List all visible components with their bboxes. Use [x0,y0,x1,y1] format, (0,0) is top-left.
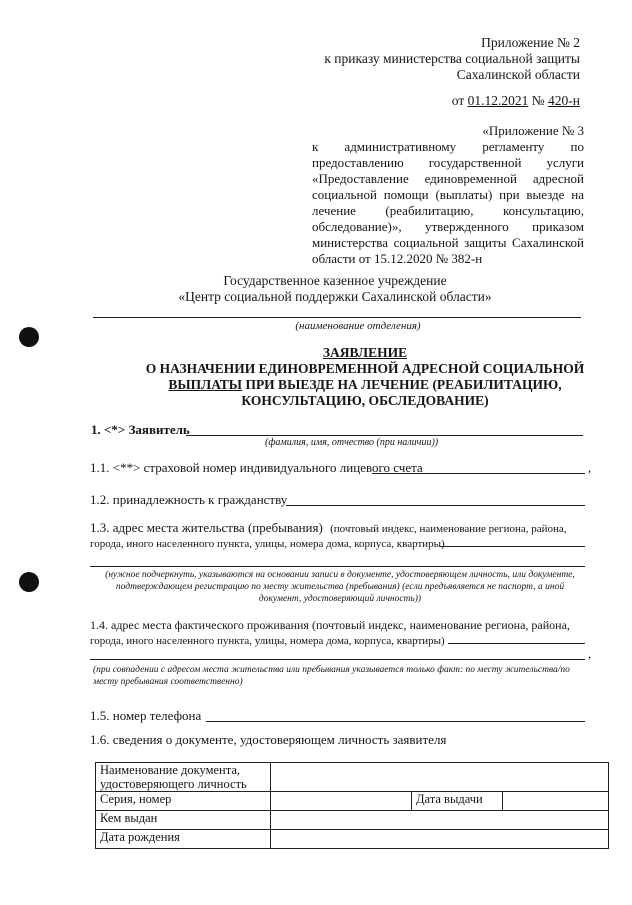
series-number-cell[interactable] [271,792,412,811]
title-line-3-underlined: ВЫПЛАТЫ [168,377,243,392]
actual-address-field-1[interactable] [448,643,585,644]
department-line[interactable] [93,317,581,318]
birth-date-cell[interactable] [271,830,609,849]
table-row [96,792,609,811]
title-line-4: КОНСУЛЬТАЦИЮ, ОБСЛЕДОВАНИЕ) [241,393,489,408]
attachment-line: социальной помощи (выплаты) при выезде на [312,187,584,202]
issued-by-cell[interactable] [271,811,609,830]
issue-date-label: Дата выдачи [412,792,503,811]
id-document-table [95,762,609,849]
attachment-line: предоставлению государственной услуги [312,155,584,170]
snils-field[interactable] [372,473,585,474]
attachment-line: министерства социальной защиты Сахалинской [312,235,584,250]
applicant-field[interactable] [186,435,583,436]
series-number-label: Серия, номер [96,792,271,811]
department-hint: (наименование отделения) [295,320,421,332]
attachment-line: обследование)», утвержденного приказом [312,219,584,234]
order-line [452,93,580,109]
punch-hole-bottom [19,572,39,592]
order-date: 01.12.2021 [467,93,529,108]
title-line-3 [100,377,630,393]
issue-date-cell[interactable] [503,792,609,811]
attachment-line: «Приложение № 3 [482,123,584,138]
snils-comma: , [588,460,592,475]
actual-address-label-cont: города, иного населенного пункта, улицы, номера дома, корпуса, квартиры) [90,635,445,647]
applicant-label: 1. <*> Заявитель [91,422,190,437]
actual-address-note: (при совпадении с адресом места жительства или пребывания указывается только факт: по месту жительства/по месту пребывания соответственно) [93,665,570,687]
order-num-prefix: № [531,93,545,108]
table-row [96,811,609,830]
issued-by-label: Кем выдан [96,811,271,830]
doc-name-label: Наименование документа, удостоверяющего личность [96,763,271,792]
attachment-line: лечение (реабилитацию, консультацию, [312,203,584,218]
actual-address-comma: , [588,646,592,661]
order-prefix: от [451,93,465,108]
residence-field-1[interactable] [440,546,585,547]
residence-field-2[interactable] [90,566,585,567]
attachment-line: области от 15.12.2020 № 382-н [312,251,483,266]
doc-name-cell[interactable] [271,763,609,792]
residence-label-main: 1.3. адрес места жительства (пребывания) [90,520,323,535]
table-row [96,763,609,792]
phone-label: 1.5. номер телефона [90,708,202,723]
title-line-2: О НАЗНАЧЕНИИ ЕДИНОВРЕМЕННОЙ АДРЕСНОЙ СОЦИАЛЬНОЙ [145,361,585,376]
header-line-2: к приказу министерства социальной защиты [324,51,580,66]
attachment-block [312,123,584,267]
title-line-1: ЗАЯВЛЕНИЕ [322,345,408,360]
snils-label: 1.1. <**> страховой номер индивидуального лицевого счета [90,460,423,475]
title-line-3-rest: ПРИ ВЫЕЗДЕ НА ЛЕЧЕНИЕ (РЕАБИЛИТАЦИЮ, [242,377,562,392]
actual-address-field-2[interactable] [90,659,585,660]
institution-line-1: Государственное казенное учреждение [223,273,447,288]
attachment-line: к административному регламенту по [312,139,584,154]
attachment-line: «Предоставление единовременной адресной [312,171,584,186]
residence-note: (нужное подчеркнуть, указываются на основании записи в документе, удостоверяющем личность, или документе, подтверждающем регистрацию по месту жительства (пребывания) (если предъявляется не паспорт, а иной документ, удостоверяющий личность)) [105,570,575,604]
id-document-label: 1.6. сведения о документе, удостоверяющем личность заявителя [90,732,447,747]
applicant-hint: (фамилия, имя, отчество (при наличии)) [265,437,439,448]
punch-hole-top [19,327,39,347]
residence-label-hint: (почтовый индекс, наименование региона, района, [330,523,567,535]
birth-date-label: Дата рождения [96,830,271,849]
actual-address-label: 1.4. адрес места фактического проживания (почтовый индекс, наименование региона, района, [90,618,570,632]
header-line-1: Приложение № 2 [481,35,580,50]
order-number: 420-н [548,93,580,108]
citizenship-label: 1.2. принадлежность к гражданству [90,492,288,507]
residence-label-cont: города, иного населенного пункта, улицы, номера дома, корпуса, квартиры) [90,538,445,550]
residence-label [90,520,567,537]
table-row [96,830,609,849]
header-line-3: Сахалинской области [456,67,580,82]
institution-line-2: «Центр социальной поддержки Сахалинской области» [178,289,492,304]
citizenship-field[interactable] [286,505,585,506]
phone-field[interactable] [206,721,585,722]
application-title [100,345,630,409]
